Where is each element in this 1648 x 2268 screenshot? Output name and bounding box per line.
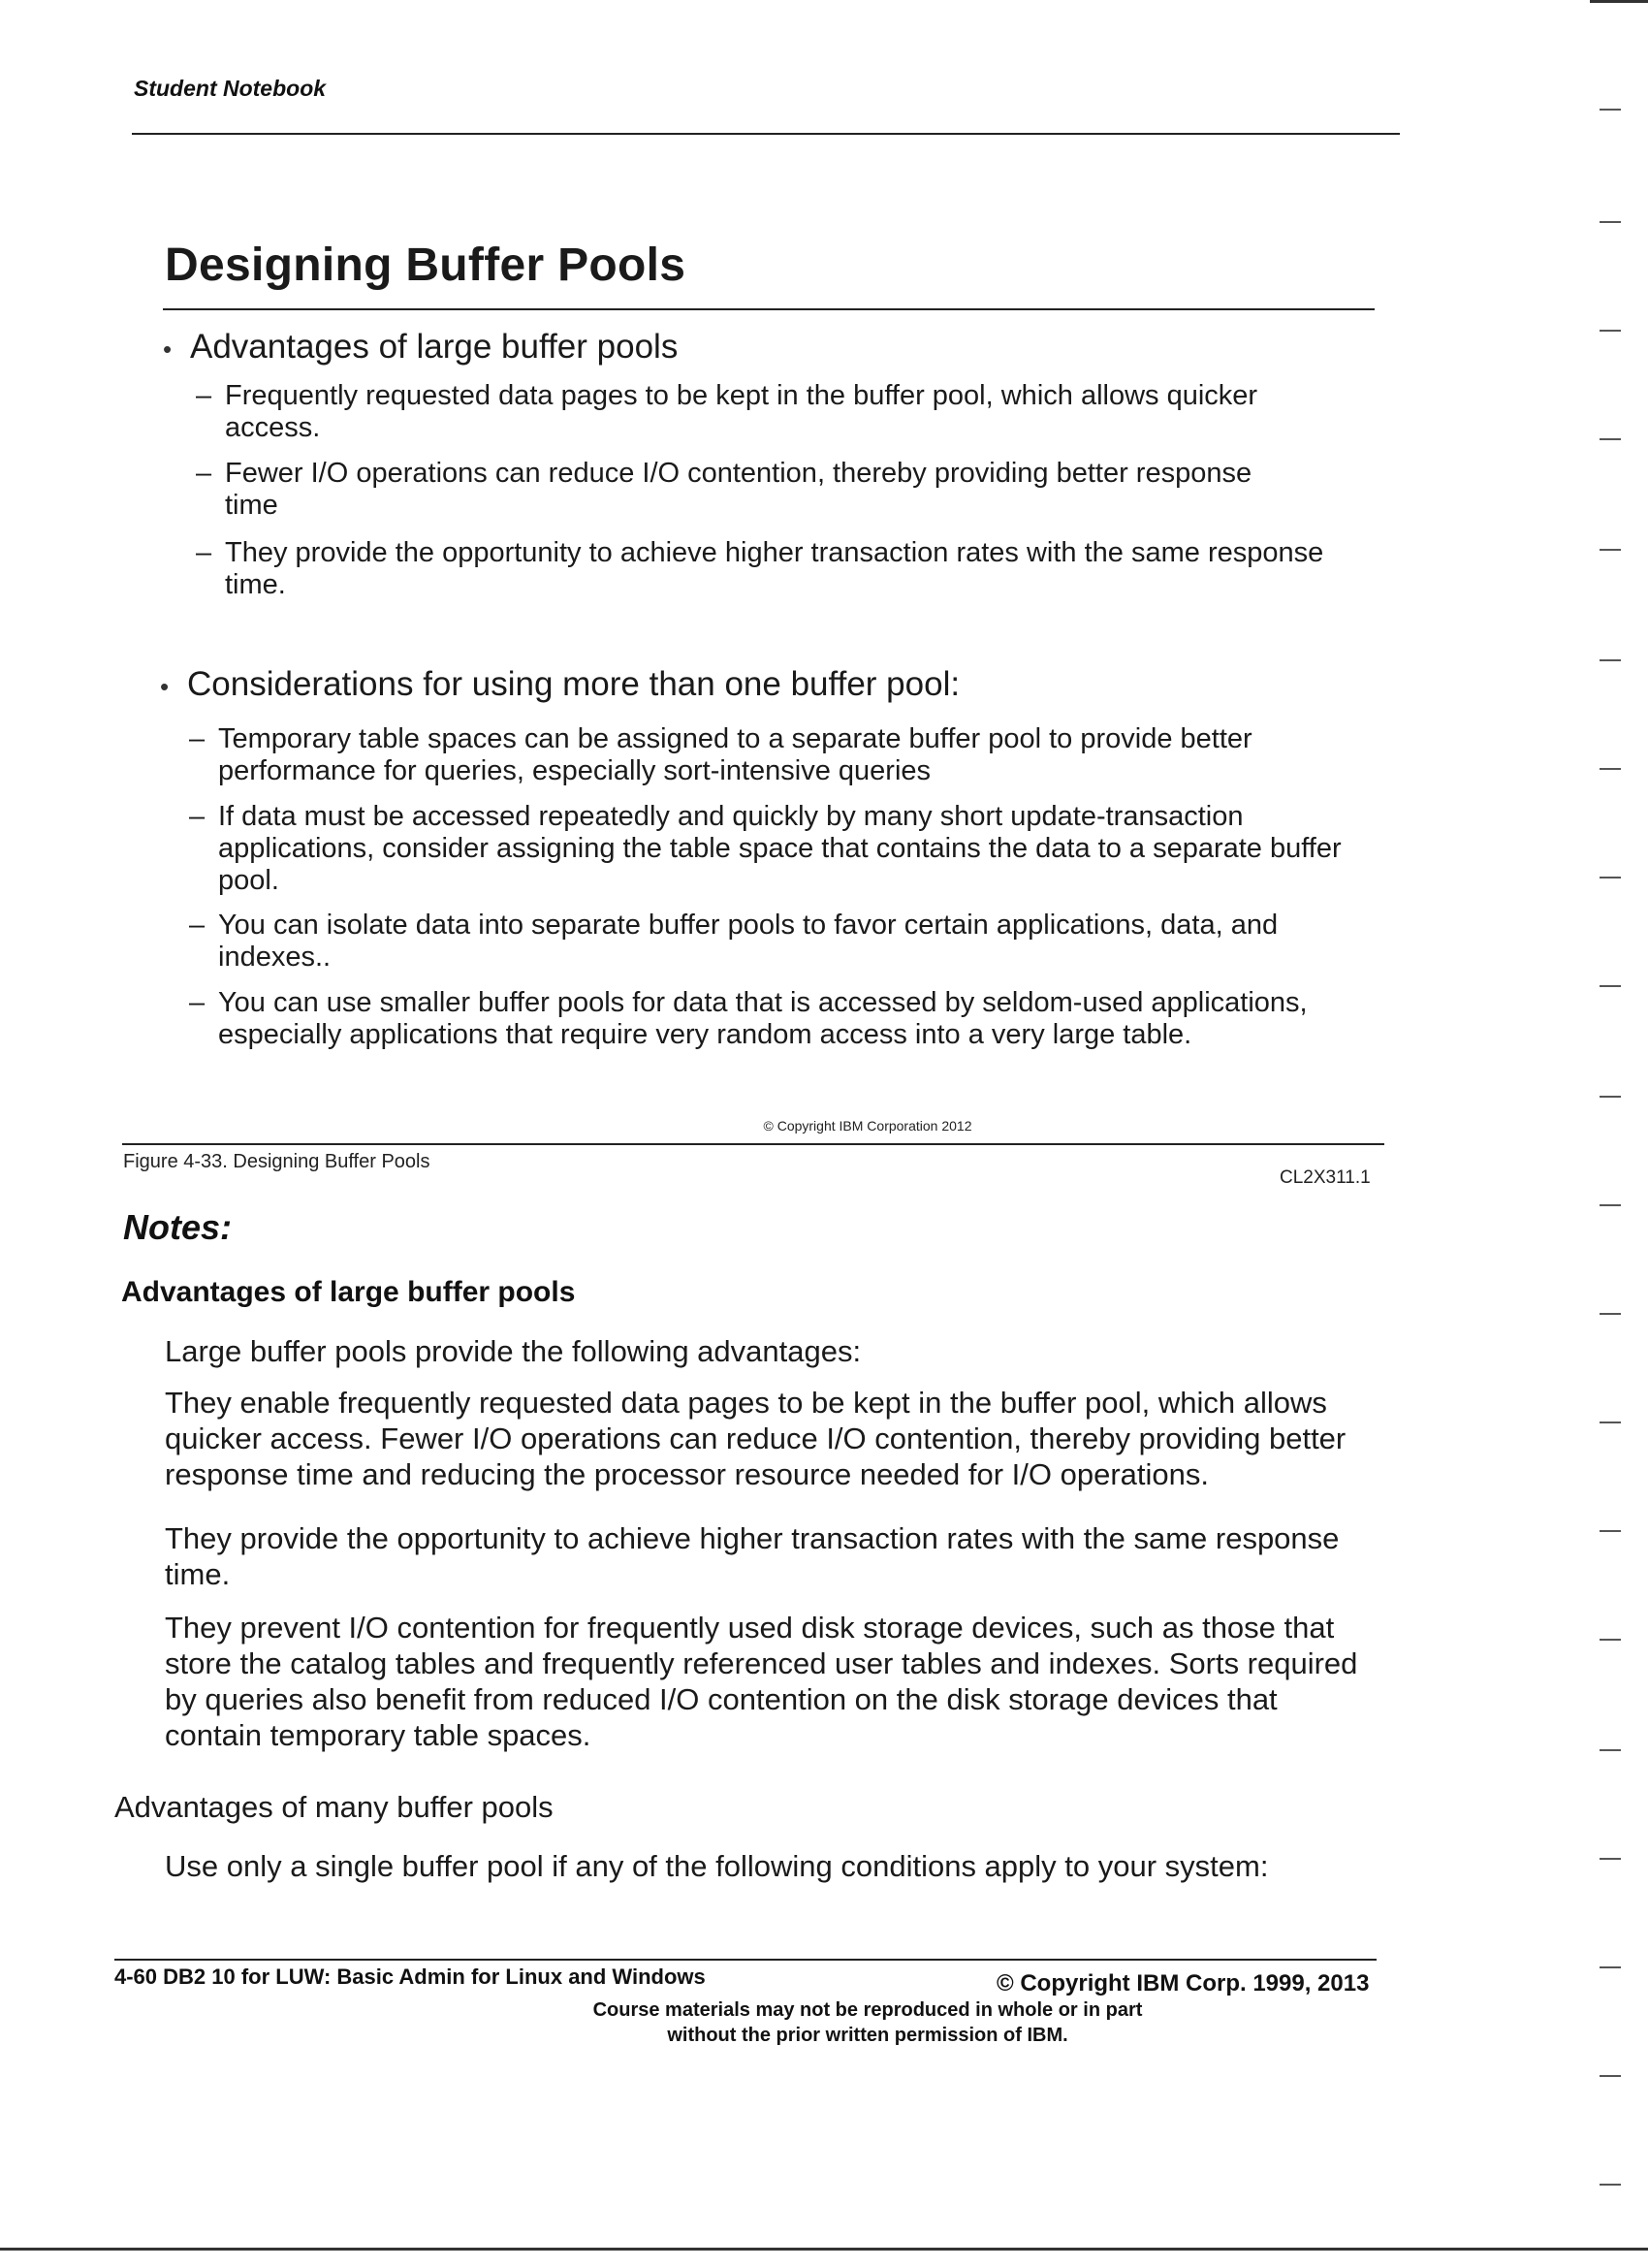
binder-mark: [1600, 768, 1621, 770]
dash-icon: –: [196, 537, 212, 568]
subitem-text: Temporary table spaces can be assigned to a separate buffer pool to provide better performance for queries, especially sort-intensive queries: [218, 723, 1252, 786]
binder-mark: [1600, 1421, 1621, 1423]
bullet-icon: •: [160, 672, 170, 701]
binder-mark: [1600, 985, 1621, 987]
binder-mark: [1600, 109, 1621, 111]
slide-copyright: © Copyright IBM Corporation 2012: [763, 1118, 972, 1134]
slide-title: Designing Buffer Pools: [165, 240, 686, 291]
slide-bullet: [163, 328, 678, 367]
footer-notice: [0, 1997, 1648, 2048]
binder-mark: [1600, 1313, 1621, 1315]
binder-mark: [1600, 438, 1621, 440]
footer-copyright: © Copyright IBM Corp. 1999, 2013: [997, 1970, 1370, 1996]
binder-mark: [1600, 659, 1621, 661]
binder-mark: [1600, 1096, 1621, 1098]
subitem-text: You can isolate data into separate buffer pools to favor certain applications, data, and indexes..: [218, 910, 1279, 973]
dash-icon: –: [196, 458, 212, 489]
notes-paragraph: They enable frequently requested data pages to be kept in the buffer pool, which allows quicker access. Fewer I/O operations can reduce I/O contention, thereby providing better response time and reducing the processor resource needed for I/O operations.: [165, 1386, 1347, 1491]
notes-intro: Large buffer pools provide the following advantages:: [165, 1334, 862, 1368]
slide-subitem: [196, 537, 1349, 601]
dash-icon: –: [196, 380, 212, 411]
notes-closing: Use only a single buffer pool if any of the following conditions apply to your system:: [165, 1849, 1269, 1883]
footer-notice-line: Course materials may not be reproduced in whole or in part: [592, 1999, 1143, 2021]
slide-bullet: [160, 665, 960, 704]
binder-mark: [1600, 1749, 1621, 1751]
notebook-header-title: Student Notebook: [134, 76, 327, 101]
footer-course-title: 4-60 DB2 10 for LUW: Basic Admin for Linux and Windows: [114, 1965, 706, 1989]
footer-notice-line: without the prior written permission of IBM.: [667, 2025, 1068, 2046]
slide-title-divider: [163, 308, 1375, 310]
binder-mark: [1600, 549, 1621, 551]
notes-paragraph: They provide the opportunity to achieve higher transaction rates with the same response time.: [165, 1521, 1340, 1591]
binder-mark: [1600, 1858, 1621, 1860]
bullet-text: Advantages of large buffer pools: [190, 328, 679, 366]
dash-icon: –: [189, 801, 206, 832]
subitem-text: If data must be accessed repeatedly and quickly by many short update-transaction applications, consider assigning the table space that contains the data to a separate buffer pool.: [218, 801, 1342, 896]
binder-mark: [1600, 1204, 1621, 1206]
notes-paragraph: They prevent I/O contention for frequently used disk storage devices, such as those that store the catalog tables and frequently referenced user tables and indexes. Sorts required by queries also benefit from reduced I/O contention on the disk storage devices that contain temporary table spaces.: [165, 1611, 1358, 1752]
slide-subitem: [196, 458, 1291, 522]
bullet-icon: •: [163, 335, 173, 364]
slide-subitem: [189, 910, 1372, 974]
slide-subitem: [189, 801, 1372, 897]
figure-code: CL2X311.1: [1280, 1167, 1371, 1188]
subitem-text: You can use smaller buffer pools for data that is accessed by seldom-used applications, especially applications that require very random access into a very large table.: [218, 987, 1308, 1050]
slide-subitem: [189, 723, 1333, 787]
footer-divider: [114, 1959, 1377, 1961]
binder-mark: [1600, 2075, 1621, 2077]
binder-mark: [1600, 1639, 1621, 1641]
dash-icon: –: [189, 723, 206, 754]
notes-subheading: Advantages of many buffer pools: [114, 1790, 554, 1824]
slide-subitem: [189, 987, 1372, 1051]
bullet-text: Considerations for using more than one buffer pool:: [187, 665, 961, 703]
binder-mark: [1600, 221, 1621, 223]
binder-mark: [1600, 1966, 1621, 1968]
subitem-text: Frequently requested data pages to be kept in the buffer pool, which allows quicker access.: [225, 380, 1258, 443]
figure-divider: [122, 1143, 1384, 1145]
dash-icon: –: [189, 987, 206, 1018]
scan-edge-top: [1590, 0, 1648, 3]
binder-mark: [1600, 877, 1621, 878]
figure-caption: Figure 4-33. Designing Buffer Pools: [123, 1151, 430, 1172]
binder-mark: [1600, 330, 1621, 332]
slide-subitem: [196, 380, 1291, 444]
subitem-text: They provide the opportunity to achieve higher transaction rates with the same response time.: [225, 537, 1324, 600]
dash-icon: –: [189, 910, 206, 941]
binder-mark: [1600, 1530, 1621, 1532]
scan-edge-bottom: [0, 2248, 1648, 2251]
subitem-text: Fewer I/O operations can reduce I/O contention, thereby providing better response time: [225, 458, 1252, 521]
notes-heading: Notes:: [123, 1207, 233, 1247]
section-heading: Advantages of large buffer pools: [121, 1276, 576, 1308]
header-divider: [132, 133, 1400, 135]
binder-mark: [1600, 2184, 1621, 2186]
